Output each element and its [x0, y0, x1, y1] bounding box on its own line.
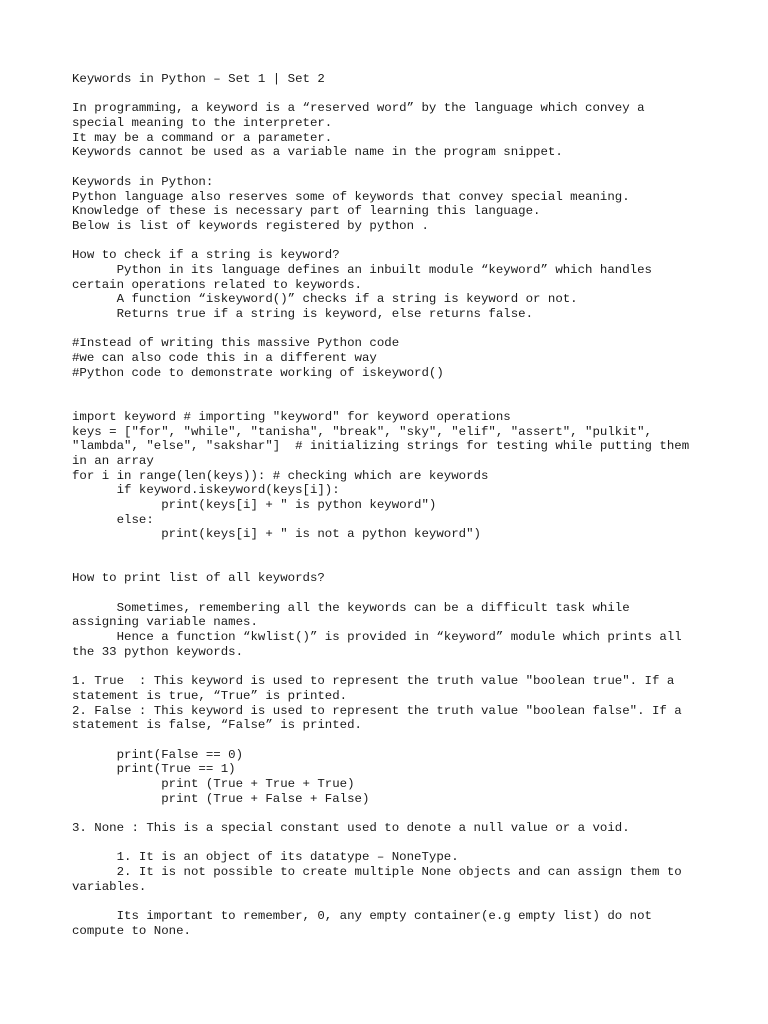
blank-line: [72, 895, 702, 910]
text-line: How to check if a string is keyword?: [72, 248, 340, 263]
text-line: else:: [72, 512, 154, 527]
text-line: Python in its language defines an inbuilt module “keyword” which handles: [72, 262, 652, 277]
text-line: Hence a function “kwlist()” is provided in “keyword” module which prints all: [72, 630, 682, 645]
blank-line: [72, 380, 702, 395]
blank-line: [72, 557, 702, 572]
text-line: in an array: [72, 453, 154, 468]
blank-line: [72, 234, 702, 249]
text-line: 2. It is not possible to create multiple None objects and can assign them to: [72, 865, 682, 880]
text-line: keys = ["for", "while", "tanisha", "break", "sky", "elif", "assert", "pulkit",: [72, 424, 652, 439]
text-line: Its important to remember, 0, any empty container(e.g empty list) do not: [72, 909, 652, 924]
blank-line: [72, 322, 702, 337]
text-line: Knowledge of these is necessary part of learning this language.: [72, 204, 541, 219]
text-line: "lambda", "else", "sakshar"] # initializing strings for testing while putting them: [72, 439, 690, 454]
text-line: 2. False : This keyword is used to represent the truth value "boolean false". If a: [72, 703, 682, 718]
text-line: Returns true if a string is keyword, else returns false.: [72, 307, 534, 321]
text-line: the 33 python keywords.: [72, 644, 244, 659]
blank-line: [72, 836, 702, 851]
text-line: for i in range(len(keys)): # checking which are keywords: [72, 468, 489, 483]
text-line: print (True + True + True): [72, 777, 355, 791]
text-line: In programming, a keyword is a “reserved word” by the language which convey a: [72, 101, 645, 116]
text-line: print(True == 1): [72, 762, 236, 777]
text-line: if keyword.iskeyword(keys[i]):: [72, 483, 340, 498]
text-line: Keywords cannot be used as a variable name in the program snippet.: [72, 145, 563, 160]
text-line: print(False == 0): [72, 747, 244, 762]
blank-line: [72, 660, 702, 675]
text-line: How to print list of all keywords?: [72, 571, 325, 586]
text-line: print (True + False + False): [72, 791, 370, 806]
text-line: #Python code to demonstrate working of iskeyword(): [72, 365, 444, 380]
text-line: 3. None : This is a special constant used to denote a null value or a void.: [72, 821, 630, 836]
text-line: #Instead of writing this massive Python code: [72, 336, 400, 351]
text-line: Keywords in Python – Set 1 | Set 2: [72, 72, 325, 86]
text-line: statement is false, “False” is printed.: [72, 718, 362, 733]
blank-line: [72, 806, 702, 821]
text-line: 1. True : This keyword is used to represent the truth value "boolean true". If a: [72, 674, 675, 689]
text-line: import keyword # importing "keyword" for keyword operations: [72, 409, 511, 424]
document-page: [72, 72, 702, 939]
text-line: Below is list of keywords registered by python .: [72, 218, 429, 233]
blank-line: [72, 87, 702, 102]
text-line: assigning variable names.: [72, 615, 258, 630]
blank-line: [72, 542, 702, 557]
text-line: A function “iskeyword()” checks if a string is keyword or not.: [72, 292, 578, 307]
blank-line: [72, 586, 702, 601]
text-line: compute to None.: [72, 923, 191, 938]
text-line: statement is true, “True” is printed.: [72, 688, 348, 703]
text-line: #we can also code this in a different way: [72, 351, 377, 366]
blank-line: [72, 395, 702, 410]
blank-line: [72, 160, 702, 175]
text-line: special meaning to the interpreter.: [72, 116, 333, 131]
text-line: print(keys[i] + " is python keyword"): [72, 497, 437, 512]
blank-line: [72, 733, 702, 748]
text-line: print(keys[i] + " is not a python keyword"): [72, 527, 481, 542]
text-line: Keywords in Python:: [72, 174, 214, 189]
text-line: 1. It is an object of its datatype – NoneType.: [72, 850, 459, 865]
text-line: It may be a command or a parameter.: [72, 130, 333, 145]
text-line: variables.: [72, 879, 147, 894]
text-line: Python language also reserves some of keywords that convey special meaning.: [72, 189, 630, 204]
text-line: certain operations related to keywords.: [72, 277, 362, 292]
text-line: Sometimes, remembering all the keywords can be a difficult task while: [72, 600, 630, 615]
